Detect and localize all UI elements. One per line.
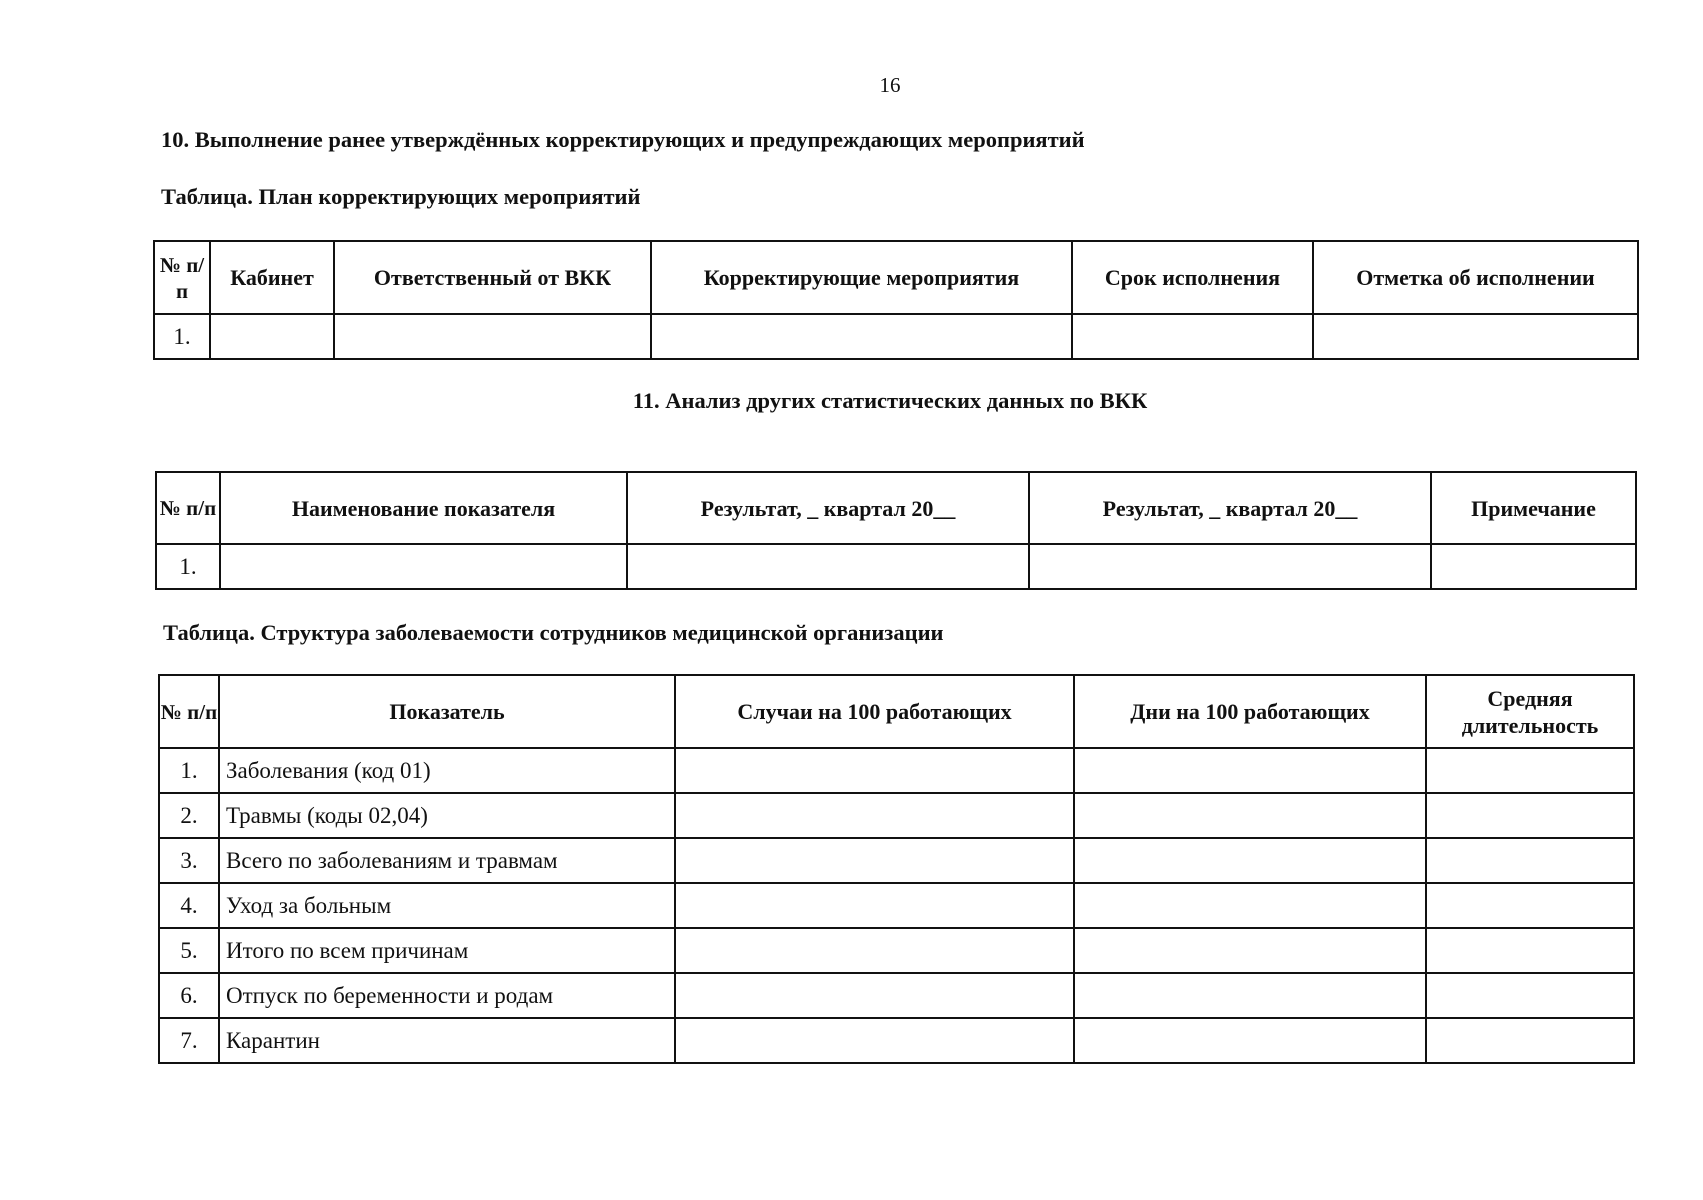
- column-header-completion-mark: Отметка об исполнении: [1313, 241, 1638, 314]
- cases-cell: [675, 883, 1074, 928]
- table-row: [159, 883, 1634, 928]
- cases-cell: [675, 793, 1074, 838]
- days-cell: [1074, 973, 1426, 1018]
- row-number-cell: 7.: [159, 1018, 219, 1063]
- row-number-cell: 5.: [159, 928, 219, 973]
- section-10-title: 10. Выполнение ранее утверждённых корректирующих и предупреждающих мероприятий: [161, 127, 1085, 152]
- result-quarter-1-cell: [627, 544, 1029, 589]
- cases-cell: [675, 973, 1074, 1018]
- duration-cell: [1426, 973, 1634, 1018]
- table-header-row: [159, 675, 1634, 748]
- cases-cell: [675, 928, 1074, 973]
- table-row: [159, 748, 1634, 793]
- responsible-cell: [334, 314, 651, 359]
- days-cell: [1074, 838, 1426, 883]
- indicator-name-cell: [220, 544, 627, 589]
- table-row: [159, 793, 1634, 838]
- duration-cell: [1426, 1018, 1634, 1063]
- column-header-average-duration: Средняя длительность: [1426, 675, 1634, 748]
- table-row: [154, 314, 1638, 359]
- duration-cell: [1426, 883, 1634, 928]
- indicator-cell: Итого по всем причинам: [219, 928, 675, 973]
- column-header-responsible: Ответственный от ВКК: [334, 241, 651, 314]
- column-header-cabinet: Кабинет: [210, 241, 334, 314]
- indicator-cell: Всего по заболеваниям и травмам: [219, 838, 675, 883]
- cabinet-cell: [210, 314, 334, 359]
- days-cell: [1074, 1018, 1426, 1063]
- indicator-cell: Отпуск по беременности и родам: [219, 973, 675, 1018]
- page-number: 16: [879, 73, 901, 97]
- indicator-cell: Уход за больным: [219, 883, 675, 928]
- column-header-number: № п/п: [156, 472, 220, 544]
- row-number-cell: 6.: [159, 973, 219, 1018]
- table-header-row: [156, 472, 1636, 544]
- row-number-cell: 1.: [159, 748, 219, 793]
- column-header-number: № п/п: [159, 675, 219, 748]
- duration-cell: [1426, 748, 1634, 793]
- section-11-title: 11. Анализ других статистических данных по ВКК: [632, 388, 1148, 413]
- column-header-result-quarter-1: Результат, _ квартал 20__: [627, 472, 1029, 544]
- duration-cell: [1426, 928, 1634, 973]
- indicator-cell: Заболевания (код 01): [219, 748, 675, 793]
- column-header-indicator: Показатель: [219, 675, 675, 748]
- days-cell: [1074, 793, 1426, 838]
- column-header-cases-per-100: Случаи на 100 работающих: [675, 675, 1074, 748]
- morbidity-table: [158, 674, 1635, 1064]
- table-row: [159, 928, 1634, 973]
- table-row: [159, 1018, 1634, 1063]
- morbidity-table-title: Таблица. Структура заболеваемости сотрудников медицинской организации: [163, 620, 944, 645]
- column-header-days-per-100: Дни на 100 работающих: [1074, 675, 1426, 748]
- corrective-plan-table-title: Таблица. План корректирующих мероприятий: [161, 184, 641, 209]
- days-cell: [1074, 748, 1426, 793]
- indicator-cell: Травмы (коды 02,04): [219, 793, 675, 838]
- days-cell: [1074, 883, 1426, 928]
- row-number-cell: 4.: [159, 883, 219, 928]
- table-header-row: [154, 241, 1638, 314]
- completion-mark-cell: [1313, 314, 1638, 359]
- column-header-number: № п/п: [154, 241, 210, 314]
- column-header-deadline: Срок исполнения: [1072, 241, 1313, 314]
- column-header-corrective-measures: Корректирующие мероприятия: [651, 241, 1072, 314]
- column-header-note: Примечание: [1431, 472, 1636, 544]
- corrective-measures-cell: [651, 314, 1072, 359]
- row-number-cell: 1.: [154, 314, 210, 359]
- row-number-cell: 1.: [156, 544, 220, 589]
- note-cell: [1431, 544, 1636, 589]
- row-number-cell: 2.: [159, 793, 219, 838]
- cases-cell: [675, 1018, 1074, 1063]
- indicator-cell: Карантин: [219, 1018, 675, 1063]
- table-row: [159, 973, 1634, 1018]
- row-number-cell: 3.: [159, 838, 219, 883]
- result-quarter-2-cell: [1029, 544, 1431, 589]
- duration-cell: [1426, 838, 1634, 883]
- cases-cell: [675, 838, 1074, 883]
- statistics-table: [155, 471, 1637, 590]
- column-header-result-quarter-2: Результат, _ квартал 20__: [1029, 472, 1431, 544]
- table-row: [159, 838, 1634, 883]
- cases-cell: [675, 748, 1074, 793]
- table-row: [156, 544, 1636, 589]
- duration-cell: [1426, 793, 1634, 838]
- days-cell: [1074, 928, 1426, 973]
- column-header-indicator-name: Наименование показателя: [220, 472, 627, 544]
- corrective-plan-table: [153, 240, 1639, 360]
- deadline-cell: [1072, 314, 1313, 359]
